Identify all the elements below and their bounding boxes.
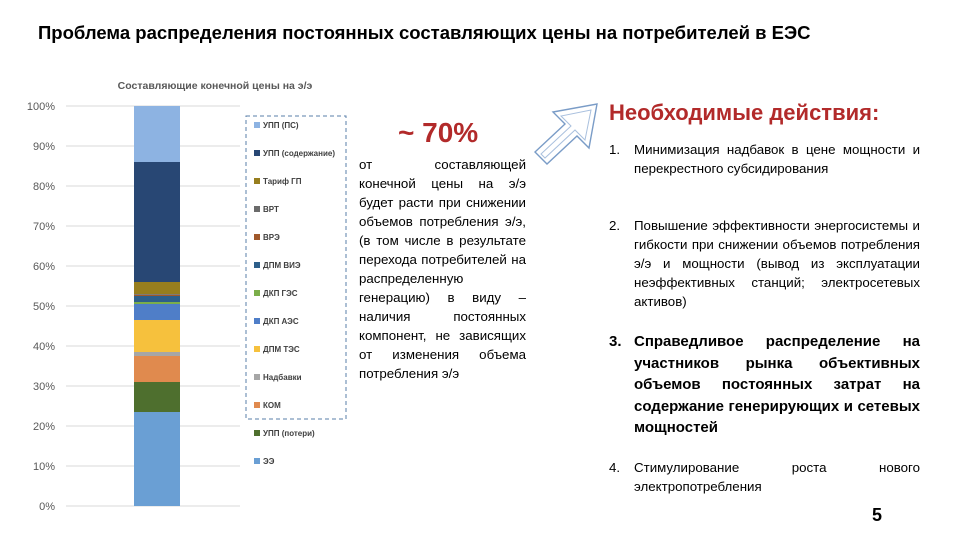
action-item-1 [609,140,920,178]
legend-swatch [254,318,260,324]
bar-segment [134,352,180,356]
legend-label: ВРЭ [263,233,280,242]
bar-segment [134,382,180,412]
bar-segment [134,162,180,282]
y-tick-label: 50% [32,301,55,313]
bar-segment [134,296,180,302]
action-text: Стимулирование роста нового электропотребления [634,460,920,494]
y-tick-label: 0% [39,501,55,513]
bar-segment [134,302,180,304]
legend-label: УПП (ПС) [263,121,299,130]
action-number: 4. [609,460,621,475]
slide-title: Проблема распределения постоянных составляющих цены на потребителей в ЕЭС [38,22,811,43]
bar-segment [134,304,180,320]
chart-title: Составляющие конечной цены на э/э [117,80,313,92]
price-components-chart [0,70,360,530]
legend-swatch [254,346,260,352]
action-item-4 [609,458,920,496]
bar-segment [134,295,180,296]
y-tick-label: 10% [32,461,55,473]
legend-label: ДКП ГЭС [263,289,298,298]
bar-segment [134,106,180,162]
bar-segment [134,294,180,295]
bar-segment [134,282,180,294]
legend-label: ВРТ [263,205,279,214]
page-number: 5 [872,505,883,525]
percent-callout: ~ 70% [398,117,479,148]
legend-swatch [254,262,260,268]
legend-swatch [254,430,260,436]
action-number: 1. [609,142,621,157]
legend-swatch [254,290,260,296]
legend-label: Надбавки [263,373,302,382]
y-tick-label: 30% [32,381,55,393]
y-tick-label: 40% [32,341,55,353]
actions-title: Необходимые действия: [609,100,880,125]
legend-swatch [254,402,260,408]
legend-label: ДКП АЭС [263,317,299,326]
bar-segment [134,356,180,382]
y-tick-label: 20% [32,421,55,433]
y-tick-label: 70% [32,221,55,233]
legend-label: ЭЭ [263,457,275,466]
legend-label: УПП (содержание) [263,149,335,158]
callout-text: от составляющей конечной цены на э/э будет расти при снижении объемов потребления э/э, (в том числе в результате перехода потребителей на распределенную генерацию) в виду – наличия постоянных компонент, не зависящих от изменения объема потребления э/э [359,157,526,381]
legend-label: Тариф ГП [263,177,302,186]
legend-swatch [254,458,260,464]
action-text: Повышение эффективности энергосистемы и гибкости при снижении объемов потребления э/э и мощности (вывод из эксплуатации неэффективных станций; электросетевых активов) [634,218,920,309]
y-tick-label: 90% [32,141,55,153]
legend-label: УПП (потери) [263,429,315,438]
legend-swatch [254,178,260,184]
legend-swatch [254,234,260,240]
action-text: Справедливое распределение на участников рынка объективных объемов постоянных затрат на содержание генерирующих и сетевых мощностей [634,333,920,436]
bar-segment [134,412,180,506]
legend-label: ДПМ ТЭС [263,345,300,354]
bar-segment [134,320,180,352]
legend-label: КОМ [263,401,281,410]
legend-swatch [254,150,260,156]
action-item-3 [609,331,920,439]
y-tick-label: 80% [32,181,55,193]
legend-label: ДПМ ВИЭ [263,261,301,270]
action-item-2 [609,216,920,311]
action-number: 2. [609,218,621,233]
legend-swatch [254,374,260,380]
y-tick-label: 100% [26,101,55,113]
action-text: Минимизация надбавок в цене мощности и перекрестного субсидирования [634,142,920,176]
legend-swatch [254,122,260,128]
up-right-arrow-icon [525,90,611,176]
legend-swatch [254,206,260,212]
action-number: 3. [609,333,622,350]
y-tick-label: 60% [32,261,55,273]
